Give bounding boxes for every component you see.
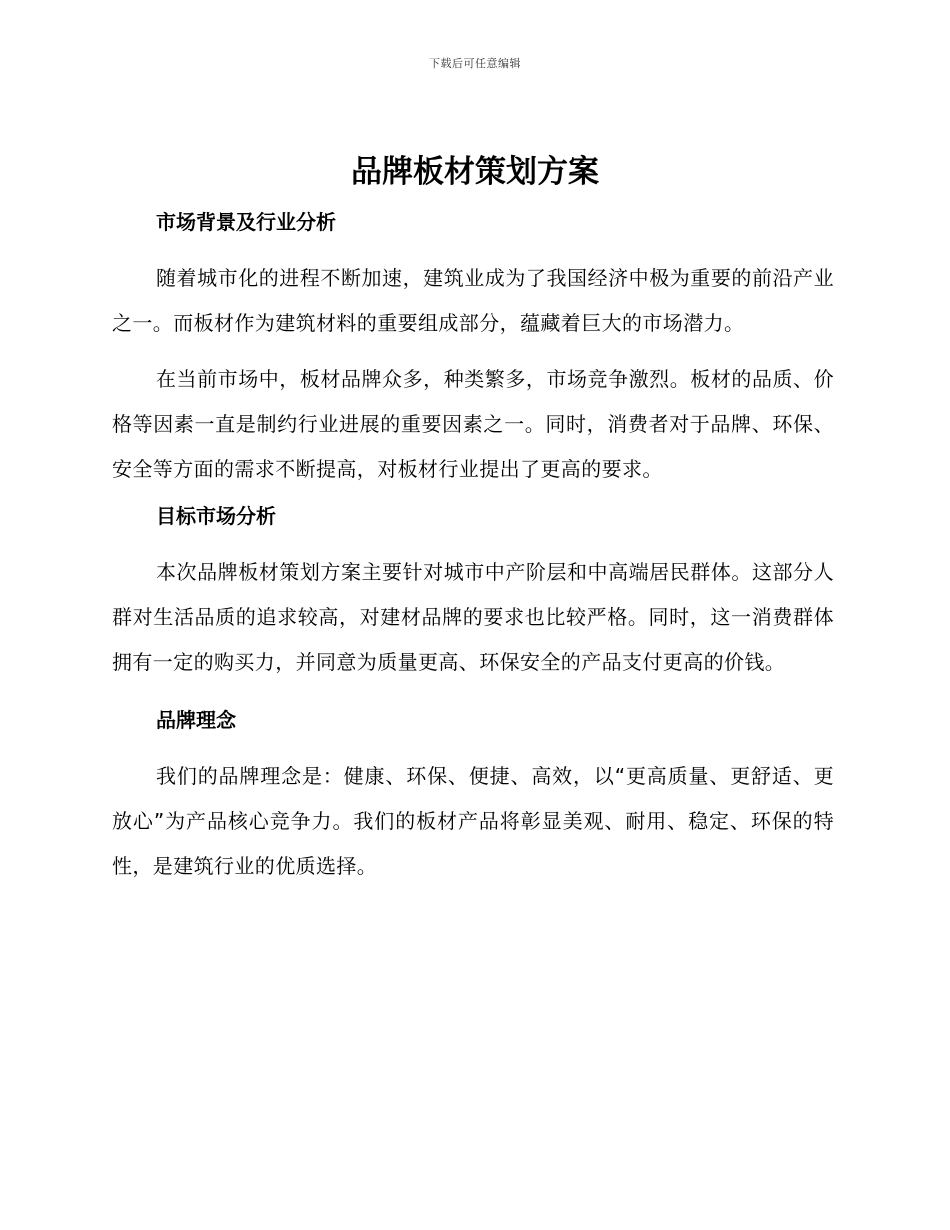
- section-market-background: [112, 204, 834, 492]
- section-heading: 市场背景及行业分析: [156, 210, 336, 234]
- paragraph: 本次品牌板材策划方案主要针对城市中产阶层和中高端居民群体。这部分人群对生活品质的追求较高，对建材品牌的要求也比较严格。同时，这一消费群体拥有一定的购买力，并同意为质量更高、环保安全的产品支付更高的价钱。: [112, 560, 834, 674]
- document-body: [112, 204, 834, 889]
- document-title: 品牌板材策划方案: [351, 154, 599, 190]
- section-heading: 品牌理念: [156, 708, 236, 732]
- header-note: 下载后可任意编辑: [429, 57, 521, 70]
- section-brand-concept: [112, 702, 834, 889]
- section-target-market: [112, 498, 834, 685]
- section-heading: 目标市场分析: [156, 504, 276, 528]
- paragraph: 在当前市场中，板材品牌众多，种类繁多，市场竞争激烈。板材的品质、价格等因素一直是制约行业进展的重要因素之一。同时，消费者对于品牌、环保、安全等方面的需求不断提高，对板材行业提出了更高的要求。: [112, 367, 834, 481]
- paragraph: 随着城市化的进程不断加速，建筑业成为了我国经济中极为重要的前沿产业之一。而板材作为建筑材料的重要组成部分，蕴藏着巨大的市场潜力。: [112, 266, 834, 335]
- paragraph: 我们的品牌理念是：健康、环保、便捷、高效，以“更高质量、更舒适、更放心”为产品核心竞争力。我们的板材产品将彰显美观、耐用、稳定、环保的特性，是建筑行业的优质选择。: [112, 764, 834, 878]
